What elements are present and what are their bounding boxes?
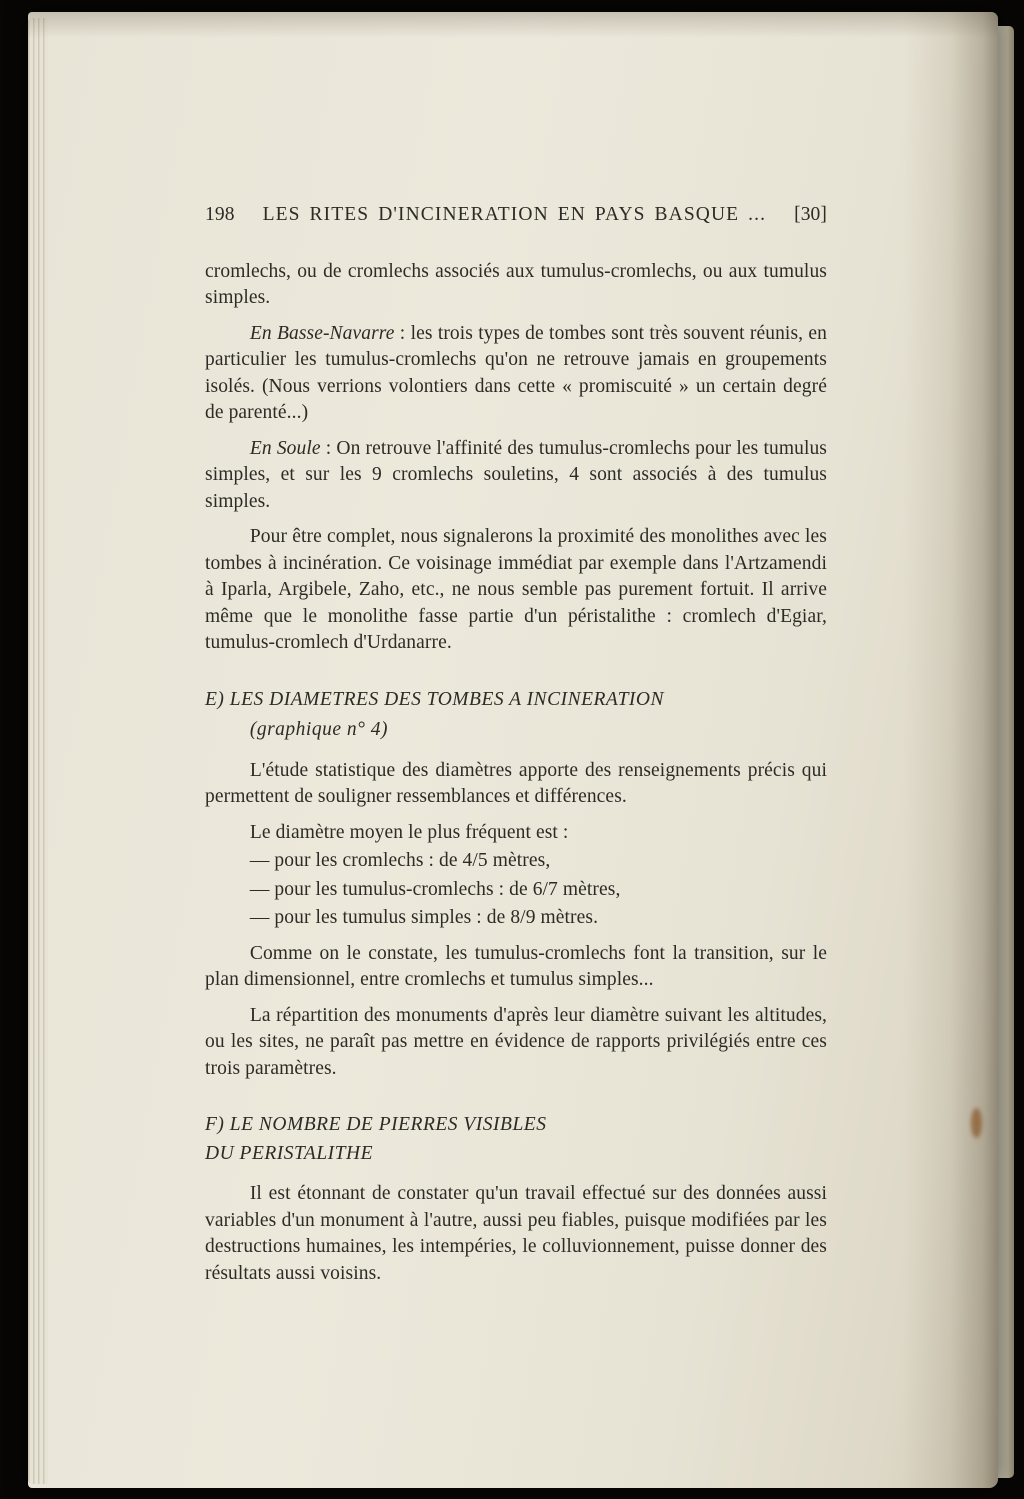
text-block xyxy=(205,202,827,1287)
page-header xyxy=(205,202,827,229)
paragraph-lead-italic: En Basse-Navarre xyxy=(249,322,395,344)
paragraph-text: : On retrouve l'affinité des tumulus-cromlechs pour les tumulus simples, et sur les 9 cromlechs souletins, 4 sont associés à des tumulus simples. xyxy=(205,437,827,512)
section-heading-subtitle: (graphique n° 4) xyxy=(249,719,389,740)
book-page xyxy=(28,12,998,1488)
page-stain xyxy=(971,1108,982,1138)
page-stack-edge xyxy=(28,18,48,1484)
paragraph-lead-italic: En Soule xyxy=(249,437,321,459)
section-heading-title-line2: DU PERISTALITHE xyxy=(205,1142,374,1164)
paragraph: Il est étonnant de constater qu'un travail effectué sur des données aussi variables d'un monument à l'autre, aussi peu fiables, puisque modifiées par les destructions humaines, les intempéries, le colluvionnement, puisse donner des résultats aussi voisins. xyxy=(205,1183,827,1284)
paragraph-text: : les trois types de tombes sont très souvent réunis, en particulier les tumulus-cromlechs qu'on ne retrouve jamais en groupements isolés. (Nous verrions volontiers dans cette « promiscuité » un certain degré de parenté...) xyxy=(205,322,827,423)
running-title: LES RITES D'INCINERATION EN PAYS BASQUE ... xyxy=(262,204,767,225)
section-heading-e xyxy=(205,687,827,744)
page-number: 198 xyxy=(205,204,235,225)
paragraph xyxy=(205,321,827,427)
reference-number: [30] xyxy=(794,204,827,225)
page-edge-shadow xyxy=(903,12,998,1488)
paragraph: La répartition des monuments d'après leur diamètre suivant les altitudes, ou les sites, ne paraît pas mettre en évidence de rapports privilégiés entre ces trois paramètres. xyxy=(205,1004,827,1079)
paragraph: Le diamètre moyen le plus fréquent est : xyxy=(249,821,569,843)
list-item: — pour les tumulus-cromlechs : de 6/7 mètres, xyxy=(249,878,621,900)
list-item: — pour les cromlechs : de 4/5 mètres, xyxy=(249,850,551,871)
paragraph: Comme on le constate, les tumulus-cromlechs font la transition, sur le plan dimensionnel, entre cromlechs et tumulus simples... xyxy=(205,942,827,990)
section-heading-title: E) LES DIAMETRES DES TOMBES A INCINERATION xyxy=(205,688,665,710)
paragraph xyxy=(205,436,827,516)
page-top-shadow xyxy=(28,12,998,38)
paragraph: Pour être complet, nous signalerons la proximité des monolithes avec les tombes à incinération. Ce voisinage immédiat par exemple dans l'Artzamendi à Iparla, Argibele, Zaho, etc., ne nous semble pas purement fortuit. Il arrive même que le monolithe fasse partie d'un péristalithe : cromlech d'Egiar, tumulus-cromlech d'Urdanarre. xyxy=(205,526,827,653)
paragraph: L'étude statistique des diamètres apporte des renseignements précis qui permettent de souligner ressemblances et différences. xyxy=(205,759,827,807)
list-item: — pour les tumulus simples : de 8/9 mètres. xyxy=(249,907,599,928)
section-heading-title: F) LE NOMBRE DE PIERRES VISIBLES xyxy=(205,1114,547,1135)
paragraph: cromlechs, ou de cromlechs associés aux tumulus-cromlechs, ou aux tumulus simples. xyxy=(205,260,827,308)
section-heading-f xyxy=(205,1112,827,1167)
